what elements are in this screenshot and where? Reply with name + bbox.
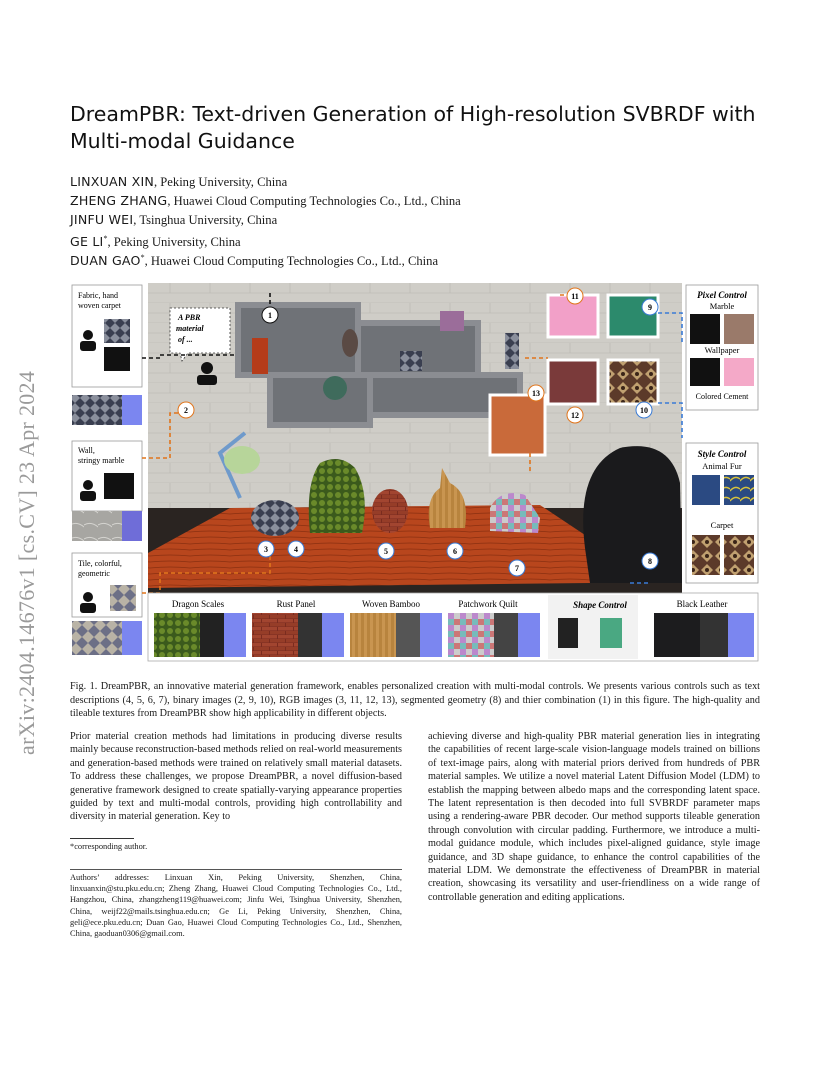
patchwork-quilt-label: Patchwork Quilt <box>458 599 518 609</box>
prompt-fabric-line1: Fabric, hand <box>78 291 118 300</box>
black-leather-label: Black Leather <box>676 599 728 609</box>
wall-shelves <box>238 305 520 425</box>
user-icon <box>201 362 213 374</box>
marker-3-label: 3 <box>264 545 268 554</box>
marble-output-thumb <box>724 314 754 344</box>
marker-9-label: 9 <box>648 303 652 312</box>
normal-map-thumb <box>122 621 142 655</box>
carpet-output-thumb <box>724 535 754 575</box>
normal-map-thumb <box>122 511 142 541</box>
prompt-wall-line1: Wall, <box>78 446 95 455</box>
dragon-scales-label: Dragon Scales <box>171 599 225 609</box>
style-control-heading: Style Control <box>697 449 747 459</box>
chair-geometry-thumb <box>558 618 578 648</box>
prompt-fabric-line2: woven carpet <box>78 301 121 310</box>
addresses-rule <box>70 869 402 870</box>
woven-bamboo-thumb <box>350 613 396 657</box>
prompt-tile-line2: geometric <box>78 569 110 578</box>
normal-map-thumb <box>122 395 142 425</box>
rope-spool-object <box>252 338 268 374</box>
basket-object <box>400 351 422 371</box>
marker-7-label: 7 <box>515 564 519 573</box>
author-affiliation: , Peking University, China <box>154 175 288 189</box>
marker-2-label: 2 <box>184 406 188 415</box>
corresponding-star: * <box>140 253 145 262</box>
normal-map-thumb <box>518 613 540 657</box>
rust-panel-label: Rust Panel <box>276 599 316 609</box>
marble-label: Marble <box>709 301 735 311</box>
left-prompt-panel <box>72 285 142 655</box>
tile-reference-thumb <box>110 585 136 611</box>
normal-map-thumb <box>728 613 754 657</box>
roughness-map-thumb <box>396 613 420 657</box>
pixel-control-heading: Pixel Control <box>697 290 747 300</box>
user-icon <box>80 603 96 613</box>
user-icon <box>83 592 93 602</box>
abstract-left-column: Prior material creation methods had limitations in producing diverse results mainly because reconstruction-based methods relied on real-world measurements and generation-based methods were trained on relatively small material datasets. To address these challenges, we propose DreamPBR, a novel diffusion-based generative framework designed to create spatially-varying appearance properties guided by text and multi-modal controls, providing high controllability and diversity in material generation. Key to <box>70 731 402 823</box>
vase-object <box>505 333 519 369</box>
wall-frame-10 <box>608 360 658 404</box>
user-icon <box>80 491 96 501</box>
bubble-line3: of ... <box>178 335 193 344</box>
author-affiliation: , Peking University, China <box>107 235 241 250</box>
desk-lamp-shade <box>224 446 260 474</box>
marker-4-label: 4 <box>294 545 298 554</box>
author-name: DUAN GAO <box>70 253 141 269</box>
paper-title: DreamPBR: Text-driven Generation of High-resolution SVBRDF with Multi-modal Guidance <box>70 102 756 153</box>
vase-object <box>323 376 347 400</box>
bottom-material-strip <box>148 593 758 661</box>
author-affiliation: , Tsinghua University, China <box>133 213 278 227</box>
wallpaper-mask-thumb <box>690 358 720 386</box>
wallpaper-output-thumb <box>724 358 754 386</box>
teapot-object <box>251 500 299 536</box>
author-addresses: Authors’ addresses: Linxuan Xin, Peking University, Shenzhen, China, linxuanxin@stu.pku.edu.cn; Zheng Zhang, Huawei Cloud Computing Technologies Co., Ltd., Hangzhou, China, zhangzheng119@huawei.com; Jinfu Wei, Tsinghua University, Shenzhen, China, weijf22@mails.tsinghua.edu.cn; Ge Li, Peking University, Shenzhen, China, geli@ece.pku.edu.cn; Duan Gao, Huawei Cloud Computing Technologies Co., Ltd., Shenzhen, China, gaoduan0306@gmail.com. <box>70 873 402 939</box>
rust-panel-object <box>372 489 408 533</box>
bubble-line1: A PBR <box>178 313 201 322</box>
author-name: GE LI <box>70 234 104 250</box>
corresponding-author-footnote: *corresponding author. <box>70 842 148 851</box>
author-line <box>70 172 760 191</box>
binary-mask-thumb <box>104 319 130 343</box>
style-reference-thumb <box>692 475 720 505</box>
figure-caption: Fig. 1. DreamPBR, an innovative material generation framework, enables personalized creation with multi-modal controls. We presents various controls such as text descriptions (4, 5, 6, 7), binary images (2, 9, 10), RGB images (3, 11, 12, 13), segmented geometry (8) and thier combination (1) in this figure. The high-quality and tileable textures from DreamPBR show high applicability in different objects. <box>70 681 760 720</box>
roughness-map-thumb <box>298 613 322 657</box>
roughness-map-thumb <box>494 613 518 657</box>
hello-kitty-mask-thumb <box>104 347 130 371</box>
colored-cement-label: Colored Cement <box>695 392 749 401</box>
marker-12-label: 12 <box>571 411 579 420</box>
vase-object <box>342 329 358 357</box>
marker-10-label: 10 <box>640 406 648 415</box>
marker-1-label: 1 <box>268 311 272 320</box>
black-leather-thumb <box>654 613 700 657</box>
marker-11-label: 11 <box>571 292 579 301</box>
normal-map-thumb <box>322 613 344 657</box>
wall-frame-13 <box>490 395 545 455</box>
roughness-map-thumb <box>700 613 728 657</box>
prompt-wall-line2: stringy marble <box>78 456 125 465</box>
shape-control-label: Shape Control <box>573 600 627 610</box>
arxiv-side-stamp: arXiv:2404.14676v1 [cs.CV] 23 Apr 2024 <box>14 370 39 755</box>
user-icon <box>83 330 93 340</box>
woven-bamboo-label: Woven Bamboo <box>361 599 421 609</box>
segmented-chair-thumb <box>600 618 622 648</box>
roughness-map-thumb <box>200 613 224 657</box>
animal-fur-label: Animal Fur <box>702 461 742 471</box>
user-icon <box>80 341 96 351</box>
teaser-figure <box>70 283 760 663</box>
normal-map-thumb <box>420 613 442 657</box>
author-name: ZHENG ZHANG <box>70 193 168 208</box>
carpet-reference-thumb <box>692 535 720 575</box>
abstract-right-column: achieving diverse and high-quality PBR material generation lies in integrating the capabilities of recent large-scale vision-language models trained on billions of text-image pairs, along with material priors derived from hundreds of PBR material samples. We utilize a novel material Latent Diffusion Model (LDM) to establish the mapping between albedo maps and the corresponding latent space. The latent representation is then decoded into full SVBRDF parameter maps using a rendering-aware PBR decoder. Our method supports tileable generation through convolution with circular padding. Furthermore, we introduce a multi-modal guidance module, which includes pixel-aligned guidance, style image guidance, and 3D shape guidance, to enhance the control capabilities of the material LDM. We demonstrate the effectiveness of DreamPBR in material creation, showcasing its versatility and user-friendliness on a wide range of controllable generation and editing applications. <box>428 731 760 903</box>
wallpaper-label: Wallpaper <box>704 345 740 355</box>
prompt-tile-line1: Tile, colorful, <box>78 559 122 568</box>
author-line <box>70 191 760 210</box>
footnote-rule <box>70 838 134 839</box>
black-leather-chair-object <box>583 446 682 583</box>
author-list <box>70 172 760 267</box>
rust-panel-thumb <box>252 613 298 657</box>
user-icon <box>83 480 93 490</box>
pillow-object <box>440 311 464 331</box>
corresponding-star: * <box>103 234 108 243</box>
patchwork-quilt-thumb <box>448 613 494 657</box>
dragon-scales-thumb <box>154 613 200 657</box>
teaser-figure-svg <box>70 283 760 663</box>
author-affiliation: , Huawei Cloud Computing Technologies Co., Ltd., China <box>144 254 439 269</box>
marker-13-label: 13 <box>532 389 540 398</box>
marker-5-label: 5 <box>384 547 388 556</box>
author-name: JINFU WEI <box>70 212 134 227</box>
marker-8-label: 8 <box>648 557 652 566</box>
author-line <box>70 248 760 267</box>
user-icon <box>197 375 217 385</box>
author-affiliation: , Huawei Cloud Computing Technologies Co., Ltd., China <box>167 194 461 208</box>
animal-fur-output-thumb <box>724 475 754 505</box>
brick-mask-thumb <box>104 473 134 499</box>
wall-frame-12 <box>548 360 598 404</box>
marble-mask-thumb <box>690 314 720 344</box>
bubble-line2: material <box>176 324 204 333</box>
marker-6-label: 6 <box>453 547 457 556</box>
author-line <box>70 229 760 248</box>
right-control-panel <box>686 285 758 583</box>
normal-map-thumb <box>224 613 246 657</box>
author-line <box>70 210 760 229</box>
author-name: LINXUAN XIN <box>70 174 154 189</box>
carpet-label: Carpet <box>710 520 734 530</box>
